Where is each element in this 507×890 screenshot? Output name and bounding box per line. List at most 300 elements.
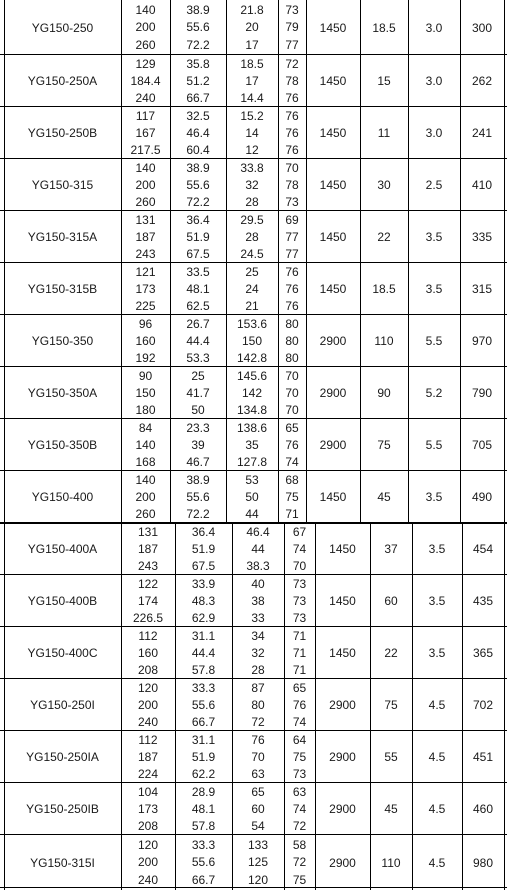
cell-value: 15.2	[240, 109, 264, 124]
cell-value: 127.8	[236, 454, 268, 469]
column-rule	[121, 0, 122, 55]
table-row	[0, 0, 507, 55]
cell-value: 187	[135, 229, 156, 244]
cell-value: 80	[285, 350, 299, 365]
column-rule	[170, 55, 171, 107]
cell-head-m-stack	[226, 159, 278, 211]
cell-value: 133	[247, 837, 269, 852]
cell-value: 69	[285, 213, 299, 228]
cell-model: YG150-250	[31, 20, 94, 35]
cell-npsh-m: 3.0	[425, 126, 443, 140]
table-row	[0, 627, 507, 679]
cell-power-kw: 18.5	[372, 20, 396, 35]
cell-eff-pct-stack	[278, 159, 306, 211]
column-rule	[460, 159, 461, 211]
cell-value: 34	[251, 629, 265, 644]
cell-value: 150	[241, 333, 263, 348]
column-rule	[504, 55, 505, 107]
cell-value: 112	[138, 733, 158, 748]
cell-power-kw: 22	[384, 646, 398, 660]
cell-speed-rpm: 1450	[319, 282, 347, 296]
column-rule	[232, 783, 233, 835]
column-rule	[226, 471, 227, 523]
column-rule	[360, 107, 361, 159]
cell-value: 224	[137, 766, 159, 781]
column-rule	[504, 367, 505, 419]
cell-value: 217.5	[130, 142, 161, 157]
column-rule	[460, 367, 461, 419]
table-row	[0, 315, 507, 367]
cell-weight-kg: 980	[472, 855, 494, 870]
cell-npsh-m: 5.2	[425, 386, 443, 400]
column-rule	[412, 835, 413, 890]
cell-value: 62.9	[191, 610, 216, 625]
cell-power-kw: 75	[377, 438, 391, 452]
table-row	[0, 55, 507, 107]
column-rule	[408, 159, 409, 211]
cell-flow-ls-stack	[170, 367, 226, 419]
column-rule	[121, 263, 122, 315]
cell-value: 31.1	[191, 629, 216, 644]
column-rule	[504, 627, 505, 679]
cell-flow-m3h-stack	[121, 419, 170, 471]
column-rule	[4, 159, 5, 211]
cell-value: 55.6	[191, 697, 216, 712]
column-rule	[4, 0, 5, 55]
column-rule	[278, 55, 279, 107]
cell-head-m-stack	[232, 679, 284, 731]
cell-flow-m3h-stack	[121, 159, 170, 211]
column-rule	[121, 575, 122, 627]
column-rule	[306, 471, 307, 523]
cell-value: 73	[285, 2, 299, 17]
cell-value: 96	[138, 317, 153, 332]
column-rule	[175, 523, 176, 575]
cell-value: 33.3	[191, 681, 216, 696]
cell-value: 76	[251, 733, 265, 748]
cell-power-kw: 45	[384, 802, 398, 816]
cell-value: 18.5	[240, 57, 264, 72]
cell-value: 243	[135, 246, 156, 261]
cell-value: 200	[135, 489, 156, 504]
cell-speed-rpm: 2900	[329, 698, 356, 712]
column-rule	[175, 627, 176, 679]
cell-value: 38.9	[186, 473, 210, 488]
cell-value: 72	[285, 57, 299, 72]
column-rule	[504, 523, 505, 575]
cell-value: 153.6	[236, 317, 268, 332]
column-rule	[175, 783, 176, 835]
cell-value: 25	[245, 265, 259, 280]
cell-flow-ls-stack	[170, 55, 226, 107]
cell-value: 31.1	[191, 733, 216, 748]
cell-npsh-m: 5.5	[425, 438, 443, 452]
column-rule	[121, 679, 122, 731]
cell-npsh-m: 3.0	[425, 74, 443, 88]
column-rule	[462, 575, 463, 627]
cell-value: 17	[245, 73, 259, 88]
cell-value: 36.4	[191, 525, 216, 540]
column-rule	[460, 315, 461, 367]
cell-value: 53	[245, 473, 259, 488]
cell-model: YG150-315A	[27, 230, 98, 244]
cell-head-m-stack	[232, 835, 284, 890]
cell-value: 78	[285, 73, 299, 88]
cell-flow-m3h-stack	[121, 523, 175, 575]
cell-flow-ls-stack	[170, 419, 226, 471]
cell-flow-m3h-stack	[121, 731, 175, 783]
cell-weight-kg: 970	[471, 334, 493, 348]
table-row	[0, 367, 507, 419]
column-rule	[4, 367, 5, 419]
column-rule	[170, 107, 171, 159]
cell-value: 50	[245, 489, 259, 504]
column-rule	[4, 315, 5, 367]
cell-value: 32.5	[186, 109, 210, 124]
column-rule	[278, 263, 279, 315]
cell-speed-rpm: 1450	[329, 594, 356, 608]
cell-value: 21	[245, 298, 259, 313]
cell-weight-kg: 410	[471, 178, 493, 192]
cell-value: 33.3	[191, 837, 216, 852]
column-rule	[4, 835, 5, 890]
cell-eff-pct-stack	[278, 367, 306, 419]
column-rule	[226, 367, 227, 419]
cell-eff-pct-stack	[278, 419, 306, 471]
column-rule	[504, 575, 505, 627]
cell-value: 76	[292, 697, 307, 712]
cell-flow-ls-stack	[170, 211, 226, 263]
cell-flow-m3h-stack	[121, 783, 175, 835]
column-rule	[121, 315, 122, 367]
cell-npsh-m: 4.5	[428, 750, 446, 764]
table-row	[0, 679, 507, 731]
cell-value: 14	[245, 125, 259, 140]
cell-speed-rpm: 1450	[319, 126, 347, 140]
column-rule	[121, 211, 122, 263]
cell-value: 14.4	[240, 90, 264, 105]
column-rule	[315, 627, 316, 679]
cell-model: YG150-250IA	[26, 750, 99, 764]
cell-value: 58	[292, 837, 307, 852]
cell-flow-m3h-stack	[121, 367, 170, 419]
column-rule	[315, 523, 316, 575]
cell-flow-m3h-stack	[121, 315, 170, 367]
cell-value: 72.2	[186, 38, 210, 53]
column-rule	[121, 471, 122, 523]
column-rule	[121, 107, 122, 159]
cell-flow-m3h-stack	[121, 575, 175, 627]
cell-value: 66.7	[191, 714, 216, 729]
cell-model: YG150-250I	[30, 698, 95, 712]
cell-speed-rpm: 2900	[319, 438, 347, 452]
cell-value: 65	[251, 785, 265, 800]
cell-value: 41.7	[186, 385, 210, 400]
cell-value: 28.9	[191, 785, 216, 800]
cell-value: 243	[137, 558, 159, 573]
cell-value: 76	[285, 265, 299, 280]
column-rule	[306, 159, 307, 211]
cell-value: 76	[285, 281, 299, 296]
cell-value: 75	[285, 489, 299, 504]
column-rule	[170, 367, 171, 419]
column-rule	[315, 575, 316, 627]
cell-value: 72.2	[186, 506, 210, 521]
cell-value: 78	[285, 177, 299, 192]
cell-speed-rpm: 1450	[319, 178, 347, 192]
cell-value: 64	[292, 733, 307, 748]
cell-npsh-m: 4.5	[428, 698, 446, 712]
column-rule	[504, 159, 505, 211]
row-rule	[0, 887, 507, 888]
column-rule	[226, 263, 227, 315]
column-rule	[232, 523, 233, 575]
cell-eff-pct-stack	[284, 835, 315, 890]
column-rule	[360, 159, 361, 211]
cell-flow-ls-stack	[175, 627, 232, 679]
cell-power-kw: 22	[377, 230, 391, 244]
cell-model: YG150-350B	[27, 438, 98, 452]
cell-value: 62.5	[186, 298, 210, 313]
cell-value: 260	[135, 38, 156, 53]
cell-value: 29.5	[240, 213, 264, 228]
column-rule	[4, 731, 5, 783]
cell-value: 76	[285, 437, 299, 452]
table-row	[0, 107, 507, 159]
cell-value: 65	[285, 421, 299, 436]
column-rule	[315, 679, 316, 731]
cell-value: 72	[292, 855, 307, 870]
cell-npsh-m: 4.5	[428, 802, 446, 816]
cell-value: 74	[292, 541, 307, 556]
cell-value: 74	[292, 801, 307, 816]
cell-flow-ls-stack	[175, 783, 232, 835]
cell-value: 120	[137, 837, 159, 852]
cell-value: 28	[251, 662, 265, 677]
column-rule	[462, 627, 463, 679]
cell-flow-ls-stack	[175, 731, 232, 783]
cell-value: 44.4	[191, 645, 216, 660]
cell-value: 50	[191, 402, 205, 417]
cell-eff-pct-stack	[284, 731, 315, 783]
column-rule	[408, 367, 409, 419]
cell-head-m-stack	[232, 731, 284, 783]
cell-head-m-stack	[226, 367, 278, 419]
cell-value: 71	[292, 645, 307, 660]
cell-value: 46.7	[186, 454, 210, 469]
cell-npsh-m: 4.5	[428, 855, 446, 870]
cell-value: 168	[135, 454, 156, 469]
column-rule	[408, 55, 409, 107]
cell-speed-rpm: 2900	[329, 750, 356, 764]
column-rule	[232, 679, 233, 731]
column-rule	[278, 159, 279, 211]
column-rule	[460, 55, 461, 107]
cell-value: 117	[135, 109, 156, 124]
cell-power-kw: 55	[384, 750, 398, 764]
cell-value: 33.8	[240, 161, 264, 176]
column-rule	[284, 835, 285, 890]
cell-eff-pct-stack	[278, 55, 306, 107]
cell-value: 33.9	[191, 577, 216, 592]
cell-model: YG150-250B	[27, 126, 98, 140]
cell-value: 48.3	[191, 593, 216, 608]
column-rule	[232, 627, 233, 679]
column-rule	[278, 367, 279, 419]
cell-value: 225	[135, 298, 156, 313]
column-rule	[408, 107, 409, 159]
cell-value: 134.8	[236, 402, 268, 417]
cell-eff-pct-stack	[284, 627, 315, 679]
cell-value: 142.8	[236, 350, 268, 365]
cell-value: 140	[135, 161, 156, 176]
cell-value: 70	[285, 385, 299, 400]
cell-value: 187	[137, 749, 159, 764]
cell-value: 51.2	[186, 73, 210, 88]
table-row	[0, 835, 507, 890]
cell-value: 68	[285, 473, 299, 488]
cell-weight-kg: 454	[472, 542, 494, 556]
cell-head-m-stack	[226, 263, 278, 315]
column-rule	[170, 0, 171, 55]
cell-value: 76	[285, 142, 299, 157]
cell-value: 76	[285, 109, 299, 124]
cell-speed-rpm: 2900	[319, 334, 347, 348]
cell-model: YG150-250A	[27, 74, 98, 88]
cell-flow-ls-stack	[175, 575, 232, 627]
column-rule	[460, 211, 461, 263]
column-rule	[306, 315, 307, 367]
cell-flow-ls-stack	[175, 679, 232, 731]
column-rule	[412, 627, 413, 679]
cell-value: 38.9	[186, 161, 210, 176]
cell-value: 240	[135, 90, 156, 105]
column-rule	[408, 419, 409, 471]
cell-eff-pct-stack	[284, 783, 315, 835]
cell-value: 23.3	[186, 421, 210, 436]
column-rule	[412, 523, 413, 575]
cell-value: 60	[251, 801, 265, 816]
column-rule	[4, 679, 5, 731]
column-rule	[462, 783, 463, 835]
column-rule	[232, 835, 233, 890]
cell-value: 62.2	[191, 766, 216, 781]
cell-weight-kg: 702	[472, 698, 494, 712]
cell-value: 173	[137, 801, 159, 816]
cell-value: 44	[251, 541, 265, 556]
cell-flow-ls-stack	[175, 835, 232, 890]
cell-value: 131	[137, 525, 159, 540]
cell-value: 72	[292, 818, 307, 833]
cell-value: 67.5	[186, 246, 210, 261]
column-rule	[170, 211, 171, 263]
column-rule	[504, 107, 505, 159]
cell-value: 76	[285, 298, 299, 313]
cell-model: YG150-400C	[27, 646, 98, 660]
cell-weight-kg: 300	[471, 20, 493, 35]
cell-power-kw: 45	[377, 490, 391, 504]
cell-value: 73	[292, 577, 307, 592]
column-rule	[284, 679, 285, 731]
cell-value: 140	[135, 437, 156, 452]
column-rule	[462, 523, 463, 575]
column-rule	[504, 783, 505, 835]
column-rule	[306, 419, 307, 471]
column-rule	[278, 211, 279, 263]
cell-head-m-stack	[226, 419, 278, 471]
column-rule	[504, 263, 505, 315]
cell-head-m-stack	[232, 783, 284, 835]
cell-value: 66.7	[186, 90, 210, 105]
cell-value: 84	[138, 421, 153, 436]
column-rule	[306, 263, 307, 315]
cell-value: 24	[245, 281, 259, 296]
column-rule	[284, 575, 285, 627]
cell-value: 77	[285, 229, 299, 244]
cell-speed-rpm: 2900	[329, 855, 356, 870]
column-rule	[121, 55, 122, 107]
column-rule	[278, 0, 279, 55]
column-rule	[170, 159, 171, 211]
cell-weight-kg: 460	[472, 802, 494, 816]
cell-value: 138.6	[236, 421, 268, 436]
column-rule	[170, 263, 171, 315]
column-rule	[504, 835, 505, 890]
cell-flow-m3h-stack	[121, 627, 175, 679]
column-rule	[504, 471, 505, 523]
column-rule	[504, 211, 505, 263]
cell-npsh-m: 3.5	[425, 282, 443, 296]
column-rule	[226, 211, 227, 263]
column-rule	[4, 575, 5, 627]
column-rule	[412, 731, 413, 783]
column-rule	[278, 315, 279, 367]
cell-head-m-stack	[226, 0, 278, 55]
cell-weight-kg: 451	[472, 750, 494, 764]
cell-flow-m3h-stack	[121, 0, 170, 55]
cell-model: YG150-350A	[27, 386, 98, 400]
cell-value: 55.6	[186, 20, 210, 35]
column-rule	[284, 783, 285, 835]
cell-value: 73	[292, 593, 307, 608]
cell-speed-rpm: 2900	[319, 386, 347, 400]
cell-value: 140	[135, 2, 156, 17]
cell-value: 70	[285, 369, 299, 384]
cell-value: 54	[251, 818, 265, 833]
cell-value: 28	[245, 194, 259, 209]
column-rule	[175, 575, 176, 627]
column-rule	[462, 731, 463, 783]
table-row	[0, 263, 507, 315]
column-rule	[4, 263, 5, 315]
cell-value: 51.9	[191, 541, 216, 556]
cell-value: 72	[251, 714, 265, 729]
cell-value: 24.5	[240, 246, 264, 261]
column-rule	[306, 107, 307, 159]
column-rule	[360, 367, 361, 419]
cell-value: 67.5	[191, 558, 216, 573]
cell-value: 80	[251, 697, 265, 712]
column-rule	[370, 783, 371, 835]
column-rule	[408, 315, 409, 367]
table-row	[0, 731, 507, 783]
column-rule	[504, 419, 505, 471]
column-rule	[460, 0, 461, 55]
cell-value: 20	[245, 20, 259, 35]
cell-head-m-stack	[226, 211, 278, 263]
column-rule	[315, 783, 316, 835]
column-rule	[370, 679, 371, 731]
